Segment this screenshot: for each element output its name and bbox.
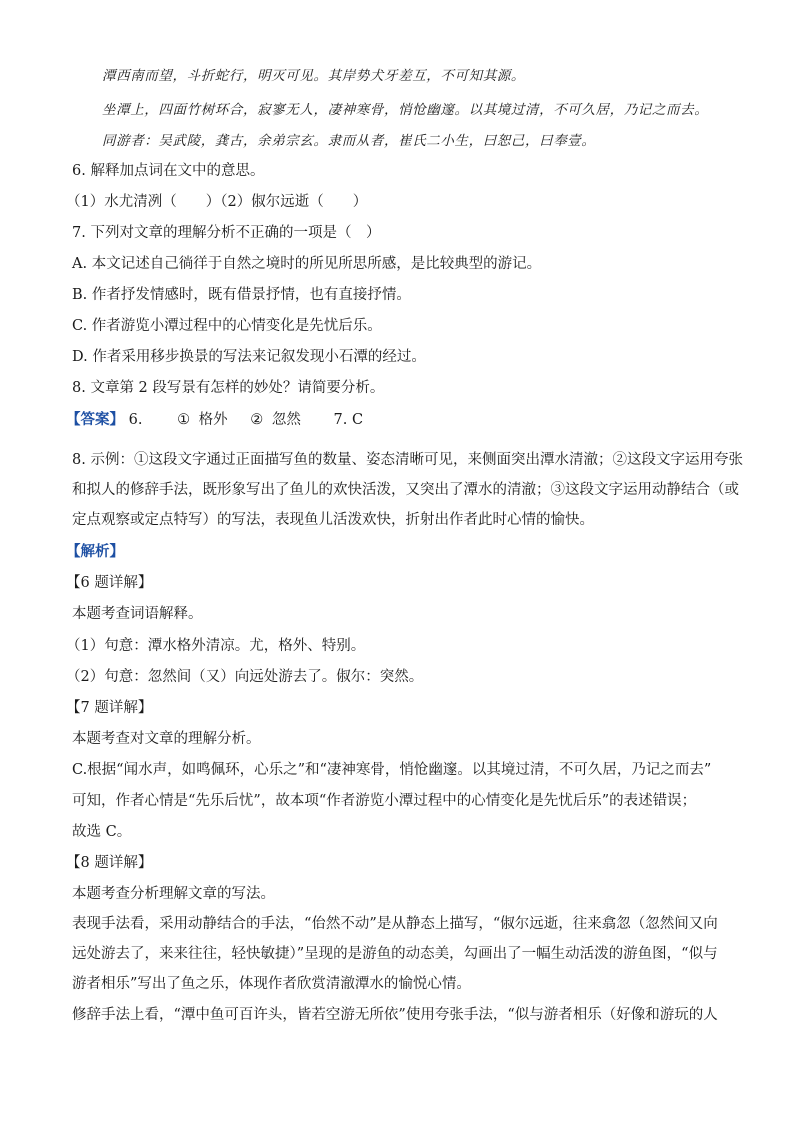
answer-6-1: 格外 xyxy=(198,412,228,428)
answer-q6-number: 6. xyxy=(128,412,143,428)
analysis-6-item-1: （1）句意：潭水格外清凉。尤，格外、特别。 xyxy=(66,638,366,654)
analysis-6-heading: 【6 题详解】 xyxy=(66,575,153,591)
question-8: 8. 文章第 2 段写景有怎样的妙处？请简要分析。 xyxy=(72,380,385,396)
analysis-8-line-4: 修辞手法上看，“潭中鱼可百许头，皆若空游无所依”使用夸张手法，“似与游者相乐（好像和游玩的人 xyxy=(72,1007,718,1023)
analysis-7-intro: 本题考查对文章的理解分析。 xyxy=(72,731,261,747)
analysis-6-item-2: （2）句意：忽然间（又）向远处游去了。俶尔：突然。 xyxy=(66,669,424,685)
answer-8-line-2: 和拟人的修辞手法，既形象写出了鱼儿的欢快活泼，又突出了潭水的清澈；③这段文字运用动静结合（或 xyxy=(72,482,739,498)
passage-line-1: 潭西南而望，斗折蛇行，明灭可见。其岸势犬牙差互，不可知其源。 xyxy=(102,68,525,84)
answer-8-line-3: 定点观察或定点特写）的写法，表现鱼儿活泼欢快，折射出作者此时心情的愉快。 xyxy=(72,512,594,528)
question-7-option-a: A. 本文记述自己徜徉于自然之境时的所见所思所感，是比较典型的游记。 xyxy=(72,256,542,272)
answer-q7: 7. C xyxy=(333,412,364,428)
question-7: 7. 下列对文章的理解分析不正确的一项是（ ） xyxy=(72,225,381,241)
analysis-7-line-1: C.根据“闻水声，如鸣佩环，心乐之”和“凄神寒骨，悄怆幽邃。以其境过清，不可久居，乃记之而去” xyxy=(72,762,712,778)
analysis-7-line-2: 可知，作者心情是“先乐后忧”，故本项“作者游览小潭过程中的心情变化是先忧后乐”的表述错误； xyxy=(72,793,697,809)
question-7-option-c: C. 作者游览小潭过程中的心情变化是先忧后乐。 xyxy=(72,318,382,334)
passage-line-2: 坐潭上，四面竹树环合，寂寥无人，凄神寒骨，悄怆幽邃。以其境过清，不可久居，乃记之而去。 xyxy=(102,102,709,118)
analysis-8-line-1: 表现手法看，采用动静结合的手法，“佁然不动”是从静态上描写，“俶尔远逝，往来翕忽（忽然间又向 xyxy=(72,916,718,932)
question-6: 6. 解释加点词在文中的意思。 xyxy=(72,163,265,179)
question-7-option-d: D. 作者采用移步换景的写法来记叙发现小石潭的经过。 xyxy=(72,349,426,365)
question-6-items: （1）水尤清冽（ ）（2）俶尔远逝（ ） xyxy=(66,194,368,210)
answer-mark-1: ① xyxy=(177,412,191,428)
question-7-option-b: B. 作者抒发情感时，既有借景抒情，也有直接抒情。 xyxy=(72,287,411,303)
answer-8-line-1: 8. 示例：①这段文字通过正面描写鱼的数量、姿态清晰可见，来侧面突出潭水清澈；②这段文字运用夸张 xyxy=(72,452,743,468)
analysis-6-intro: 本题考查词语解释。 xyxy=(72,606,203,622)
analysis-tag: 【解析】 xyxy=(66,543,124,560)
analysis-8-line-3: 游者相乐”写出了鱼之乐，体现作者欣赏清澈潭水的愉悦心情。 xyxy=(72,976,471,992)
answer-mark-2: ② xyxy=(250,412,264,428)
answer-row xyxy=(66,410,734,430)
analysis-8-line-2: 远处游去了，来来往往，轻快敏捷）”呈现的是游鱼的动态美，勾画出了一幅生动活泼的游鱼图，“似与 xyxy=(72,946,718,962)
analysis-7-heading: 【7 题详解】 xyxy=(66,700,153,716)
answer-6-2: 忽然 xyxy=(271,412,301,428)
answer-tag: 【答案】 xyxy=(66,411,124,428)
analysis-8-heading: 【8 题详解】 xyxy=(66,855,153,871)
analysis-7-line-3: 故选 C。 xyxy=(72,824,132,840)
passage-line-3: 同游者：吴武陵，龚古，余弟宗玄。隶而从者，崔氏二小生，曰恕己，曰奉壹。 xyxy=(102,133,596,149)
analysis-8-intro: 本题考查分析理解文章的写法。 xyxy=(72,886,275,902)
